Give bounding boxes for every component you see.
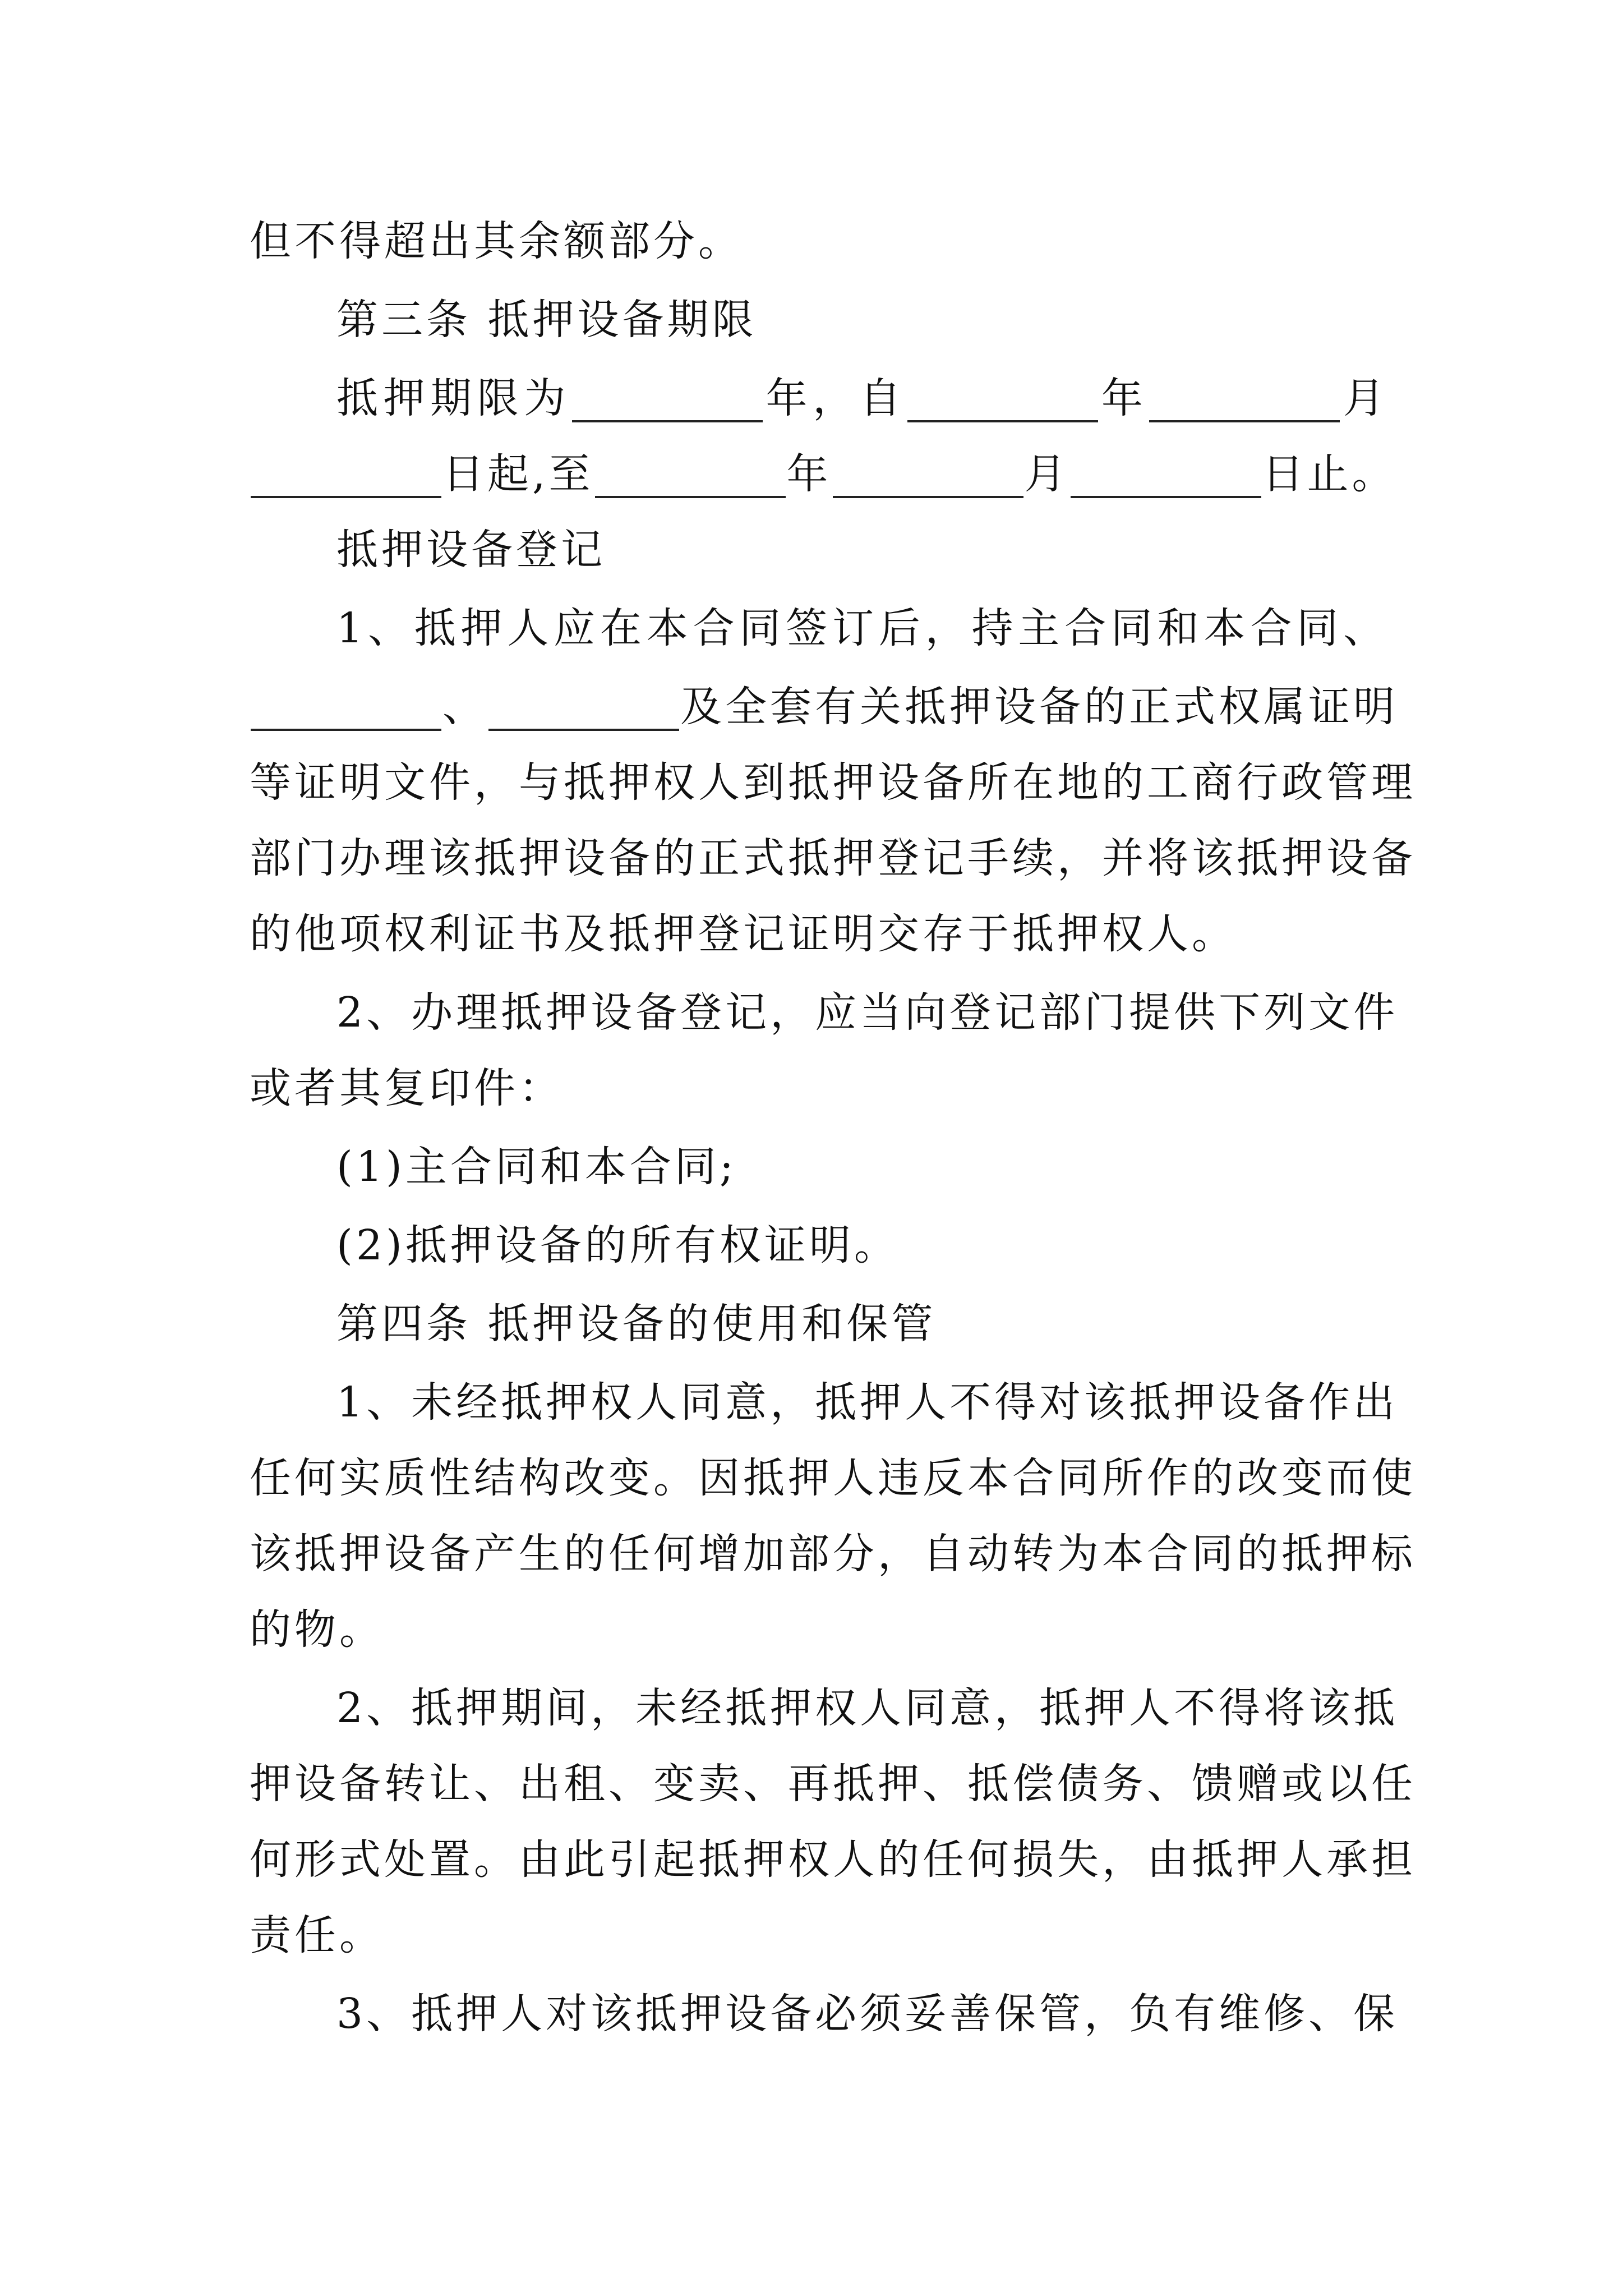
list-item: (2)抵押设备的所有权证明。 — [336, 1221, 899, 1269]
text-line: 2、抵押期间，未经抵押权人同意，抵押人不得将该抵 — [336, 1684, 1399, 1732]
text-line: 1、抵押人应在本合同签订后，持主合同和本合同、 — [336, 604, 1388, 652]
fill-blank — [833, 496, 1023, 498]
text-line: 1、未经抵押权人同意，抵押人不得对该抵押设备作出 — [336, 1378, 1399, 1427]
text-line: 3、抵押人对该抵押设备必须妥善保管，负有维修、保 — [336, 1990, 1399, 2038]
text-line: 押设备转让、出租、变卖、再抵押、抵偿债务、馈赠或以任 — [250, 1760, 1416, 1808]
section-heading: 第四条 抵押设备的使用和保管 — [336, 1300, 937, 1348]
list-item: (1)主合同和本合同; — [336, 1143, 737, 1191]
section-heading: 抵押设备登记 — [336, 526, 606, 574]
fill-blank — [907, 420, 1098, 422]
fill-blank — [1149, 420, 1340, 422]
text-line: 部门办理该抵押设备的正式抵押登记手续，并将该抵押设备 — [250, 834, 1416, 882]
text-line: 的他项权利证书及抵押登记证明交存于抵押权人。 — [250, 910, 1237, 958]
fill-blank — [572, 420, 763, 422]
section-heading: 第三条 抵押设备期限 — [336, 296, 757, 344]
fill-blank — [1071, 496, 1261, 498]
text-line: 的物。 — [250, 1605, 384, 1654]
text-line: 或者其复印件： — [250, 1064, 564, 1112]
text-line-with-blanks: 日起,至 年 月 日止。 — [250, 435, 1388, 513]
fill-blank — [488, 729, 679, 731]
text-line: 何形式处置。由此引起抵押权人的任何损失，由抵押人承担 — [250, 1835, 1416, 1884]
text-line: 该抵押设备产生的任何增加部分，自动转为本合同的抵押标 — [250, 1530, 1416, 1578]
text-line: 等证明文件，与抵押权人到抵押设备所在地的工商行政管理 — [250, 758, 1416, 807]
text-line: 2、办理抵押设备登记，应当向登记部门提供下列文件 — [336, 988, 1399, 1037]
text-line: 责任。 — [250, 1911, 384, 1959]
fill-blank — [251, 729, 441, 731]
fill-blank — [251, 496, 441, 498]
text-line: 但不得超出其余额部分。 — [250, 217, 743, 265]
text-line: 任何实质性结构改变。因抵押人违反本合同所作的改变而使 — [250, 1454, 1416, 1502]
text-line-with-blanks: 、 及全套有关抵押设备的正式权属证明 — [250, 668, 1388, 746]
fill-blank — [595, 496, 786, 498]
text-line-with-blanks: 抵押期限为 年，自 年 月 — [336, 374, 1389, 422]
